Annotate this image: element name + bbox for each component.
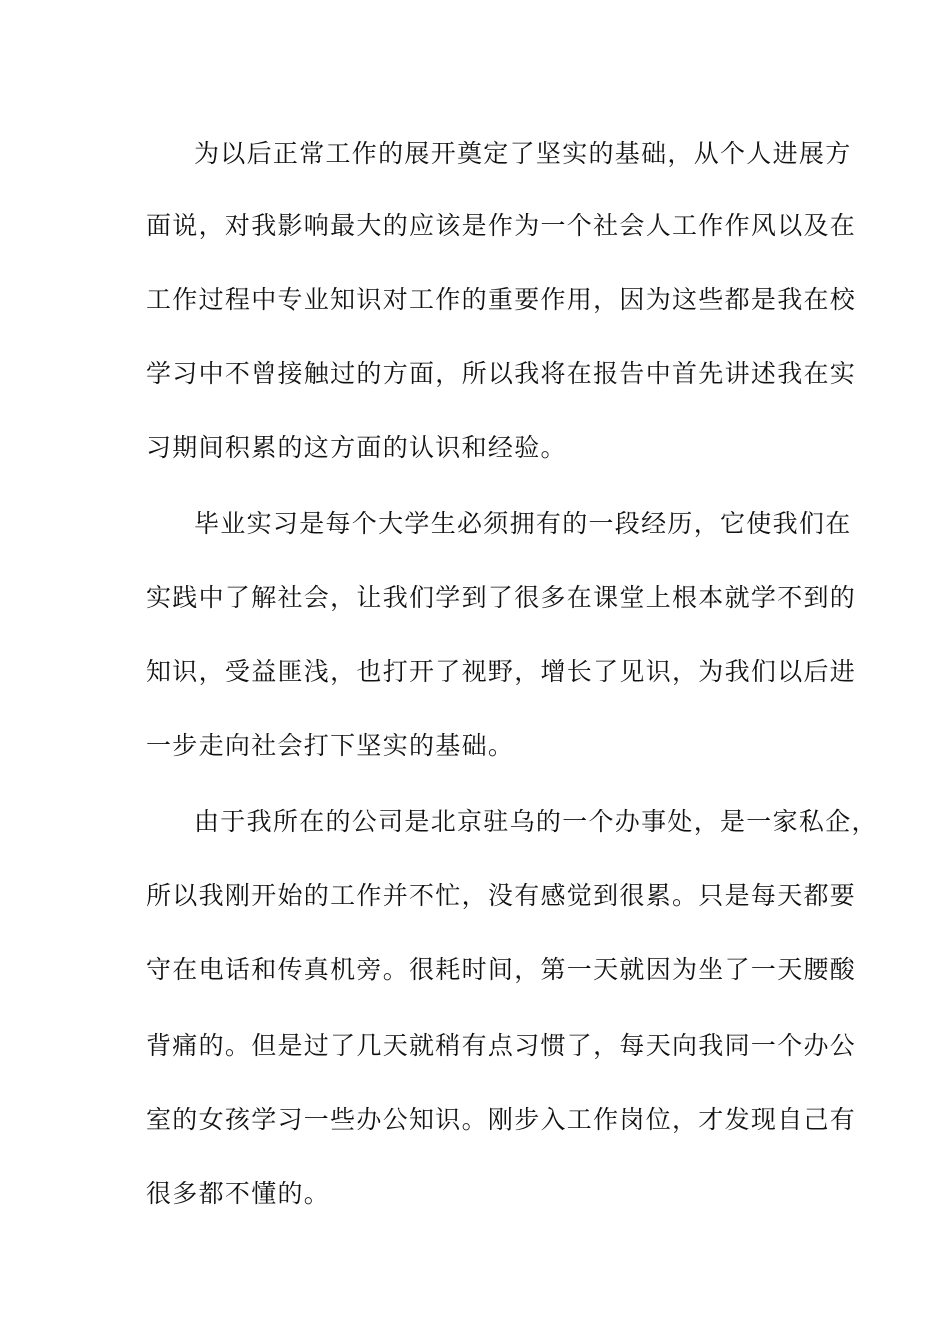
paragraph-2-line-2: 实践中了解社会，让我们学到了很多在课堂上根本就学不到的 (146, 583, 857, 612)
paragraph-3-line-6: 很多都不懂的。 (146, 1179, 331, 1208)
paragraph-3-line-3: 守在电话和传真机旁。很耗时间，第一天就因为坐了一天腰酸 (146, 955, 857, 984)
paragraph-3-line-2: 所以我刚开始的工作并不忙，没有感觉到很累。只是每天都要 (146, 881, 857, 910)
paragraph-3-line-1: 由于我所在的公司是北京驻乌的一个办事处，是一家私企， (194, 807, 878, 836)
paragraph-1-line-4: 学习中不曾接触过的方面，所以我将在报告中首先讲述我在实 (146, 359, 857, 388)
paragraph-1-line-3: 工作过程中专业知识对工作的重要作用，因为这些都是我在校 (146, 285, 857, 314)
paragraph-1-line-5: 习期间积累的这方面的认识和经验。 (146, 433, 567, 462)
paragraph-2-line-3: 知识，受益匪浅，也打开了视野，增长了见识，为我们以后进 (146, 657, 857, 686)
paragraph-1-line-1: 为以后正常工作的展开奠定了坚实的基础，从个人进展方 (194, 139, 852, 168)
paragraph-1-line-2: 面说，对我影响最大的应该是作为一个社会人工作作风以及在 (146, 211, 857, 240)
paragraph-2-line-1: 毕业实习是每个大学生必须拥有的一段经历，它使我们在 (194, 509, 852, 538)
paragraph-2-line-4: 一步走向社会打下坚实的基础。 (146, 731, 515, 760)
paragraph-3-line-5: 室的女孩学习一些办公知识。刚步入工作岗位，才发现自己有 (146, 1105, 857, 1134)
paragraph-3-line-4: 背痛的。但是过了几天就稍有点习惯了，每天向我同一个办公 (146, 1031, 857, 1060)
